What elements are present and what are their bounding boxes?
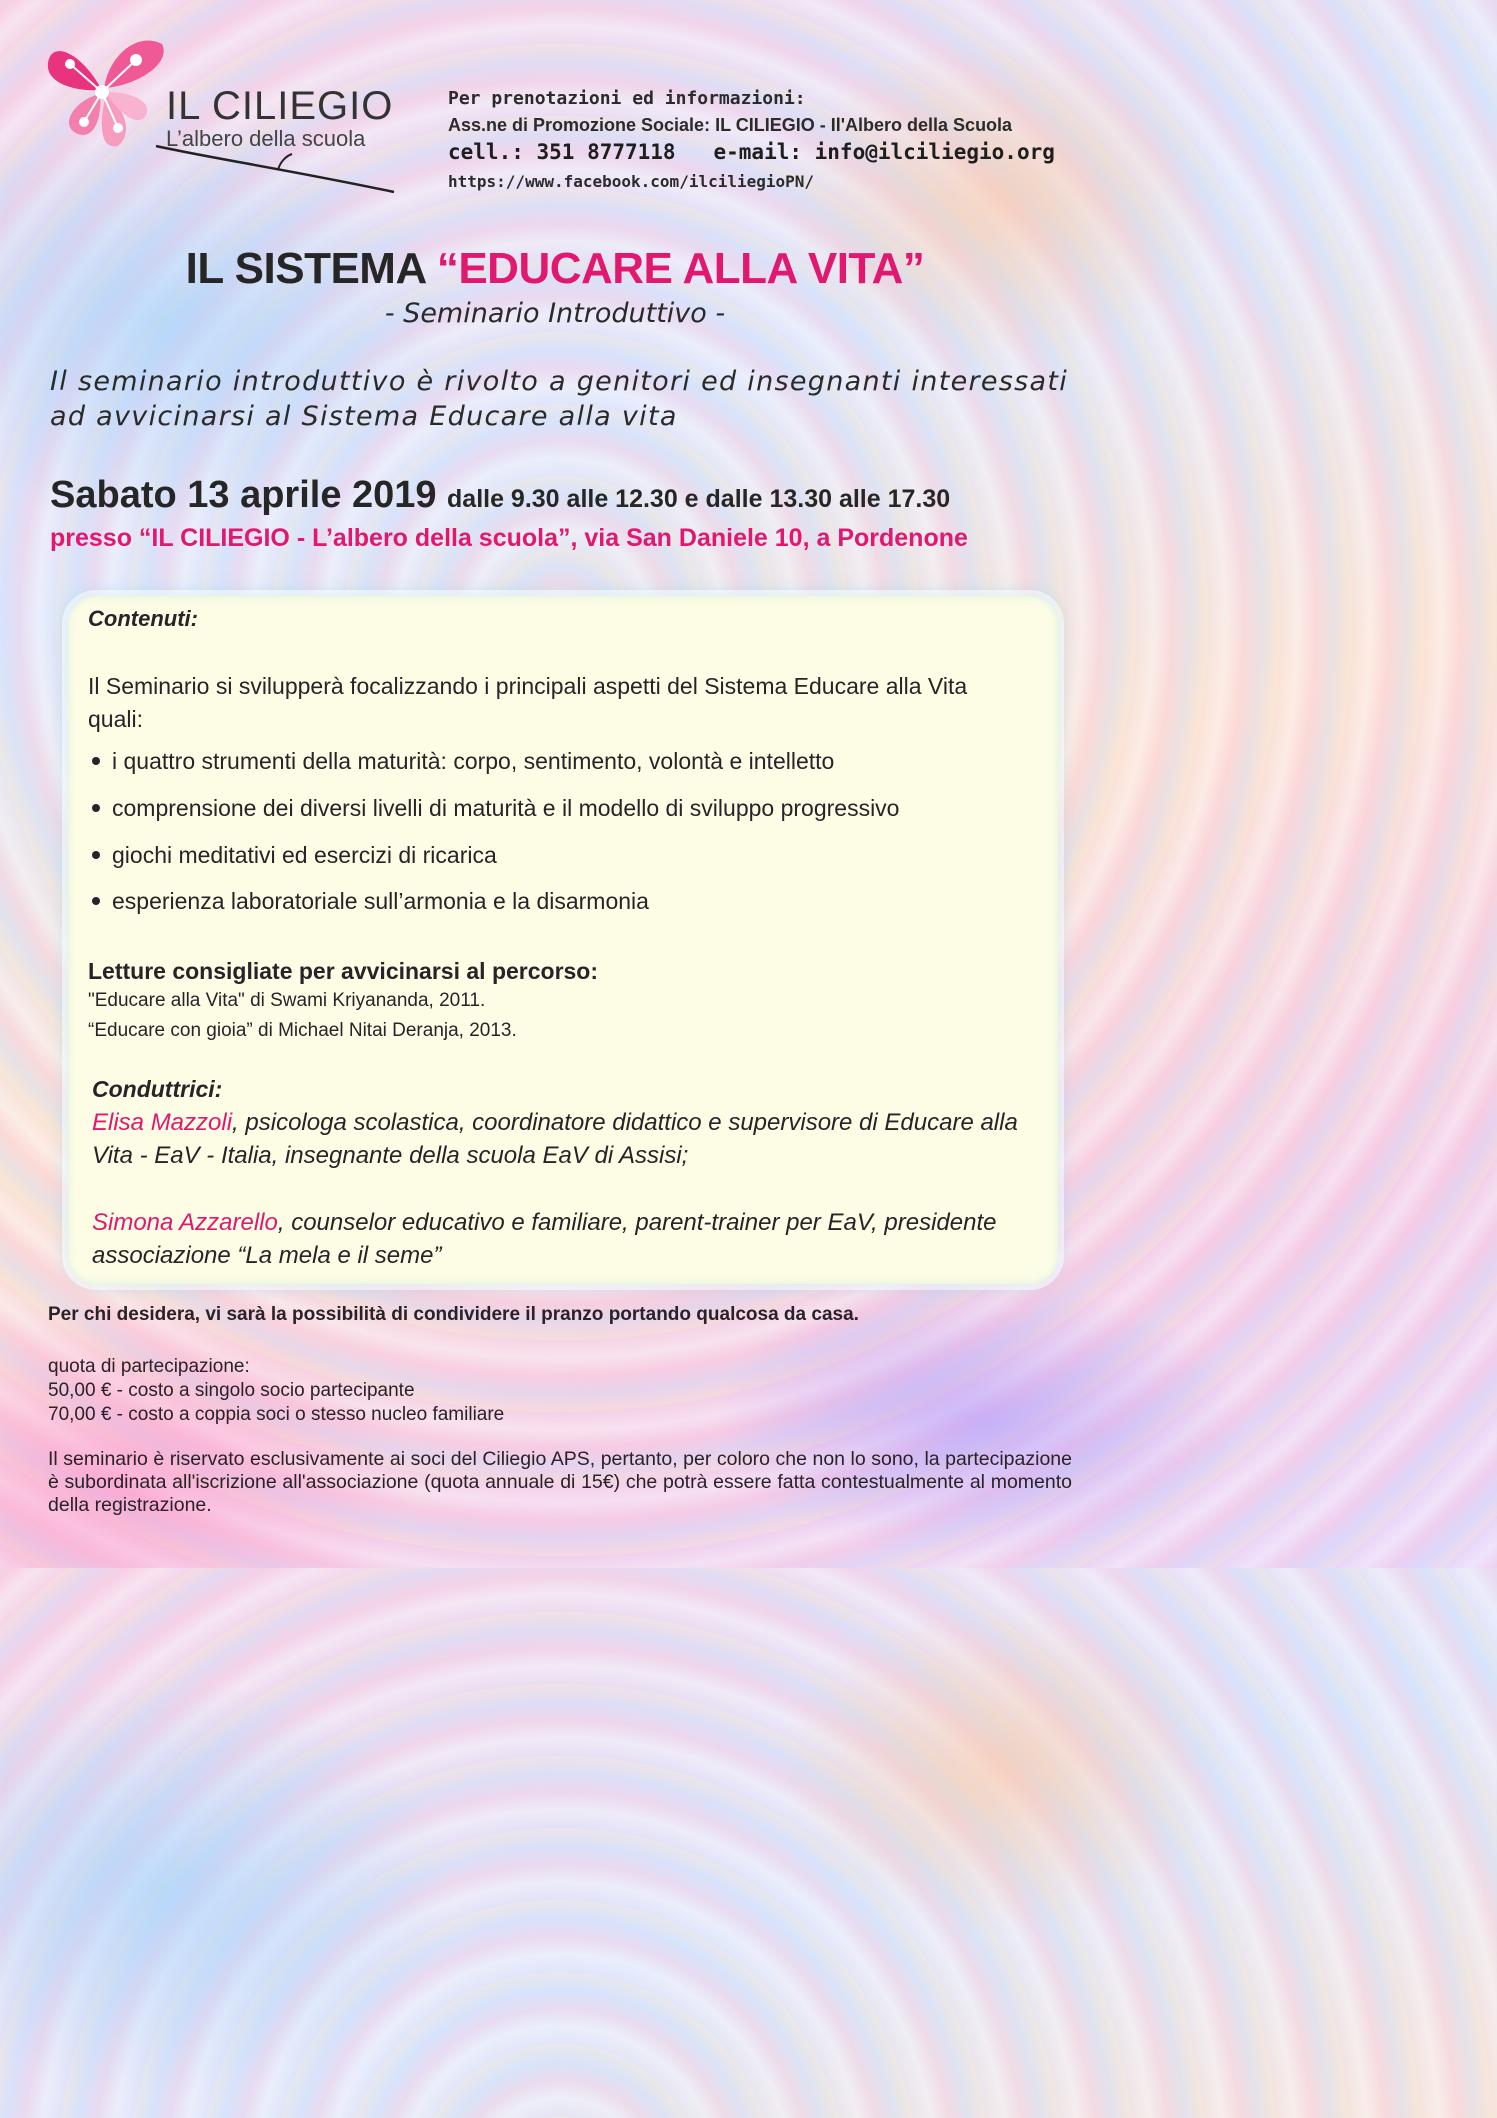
leaders-heading: Conduttrici: bbox=[92, 1076, 223, 1102]
fee-single: 50,00 € - costo a singolo socio partecipante bbox=[48, 1380, 415, 1401]
logo-subtitle: L’albero della scuola bbox=[166, 126, 366, 151]
fee-couple: 70,00 € - costo a coppia soci o stesso nucleo familiare bbox=[48, 1404, 505, 1425]
contact-association: Ass.ne di Promozione Sociale: IL CILIEGIO - Il'Albero della Scuola bbox=[448, 115, 1013, 135]
title-pink-part: “EDUCARE ALLA VITA” bbox=[436, 244, 925, 293]
page-subtitle: - Seminario Introduttivo - bbox=[384, 298, 726, 329]
branch-line-icon bbox=[150, 140, 400, 200]
leader-description: , psicologa scolastica, coordinatore didattico e supervisore di Educare alla Vita - EaV - Italia, insegnante della scuola EaV di Assisi; bbox=[92, 1109, 1018, 1169]
title-black-part: IL SISTEMA bbox=[185, 244, 437, 293]
intro-paragraph: Il seminario introduttivo è rivolto a genitori ed insegnanti interessati ad avvicinarsi al Sistema Educare alla vita bbox=[50, 366, 1069, 432]
bullet-icon bbox=[92, 897, 100, 905]
list-item bbox=[92, 748, 834, 775]
list-item-text: esperienza laboratoriale sull’armonia e la disarmonia bbox=[112, 888, 649, 914]
logo-title: IL CILIEGIO bbox=[166, 84, 394, 128]
contents-intro: Il Seminario si svilupperà focalizzando i principali aspetti del Sistema Educare alla Vita quali: bbox=[88, 673, 968, 732]
bullet-icon bbox=[92, 757, 100, 765]
contents-heading: Contenuti: bbox=[88, 606, 198, 631]
leader-name: Elisa Mazzoli bbox=[92, 1109, 233, 1136]
leader-entry bbox=[92, 1206, 1022, 1272]
bullet-icon bbox=[92, 804, 100, 812]
reading-item: “Educare con gioia” di Michael Nitai Deranja, 2013. bbox=[88, 1020, 517, 1041]
list-item bbox=[92, 795, 899, 822]
list-item-text: i quattro strumenti della maturità: corpo, sentimento, volontà e intelletto bbox=[112, 748, 835, 774]
event-times: dalle 9.30 alle 12.30 e dalle 13.30 alle 17.30 bbox=[447, 485, 951, 513]
readings-heading: Letture consigliate per avvicinarsi al percorso: bbox=[88, 958, 599, 984]
reading-item: "Educare alla Vita" di Swami Kriyananda, 2011. bbox=[88, 990, 486, 1011]
contact-facebook-link[interactable]: https://www.facebook.com/ilciliegioPN/ bbox=[448, 172, 815, 191]
leader-entry bbox=[92, 1106, 1022, 1172]
lunch-note: Per chi desidera, vi sarà la possibilità di condividere il pranzo portando qualcosa da casa. bbox=[48, 1304, 859, 1325]
fees-heading: quota di partecipazione: bbox=[48, 1356, 250, 1377]
contact-heading: Per prenotazioni ed informazioni: bbox=[448, 88, 806, 109]
disclaimer-paragraph: Il seminario è riservato esclusivamente ai soci del Ciliegio APS, pertanto, per coloro che non lo sono, la partecipazione è subordinata all'iscrizione all'associazione (quota annuale di 15€) che potrà essere fatta contestualmente al momento della registrazione. bbox=[48, 1448, 1072, 1516]
list-item-text: giochi meditativi ed esercizi di ricarica bbox=[112, 842, 497, 868]
bullet-icon bbox=[92, 851, 100, 859]
leader-description: , counselor educativo e familiare, parent-trainer per EaV, presidente associazione “La mela e il seme” bbox=[92, 1209, 997, 1269]
list-item bbox=[92, 888, 649, 915]
contact-phone-email: cell.: 351 8777118 e-mail: info@ilciliegio.org bbox=[448, 140, 1055, 164]
event-date-line bbox=[50, 474, 950, 517]
leader-name: Simona Azzarello bbox=[92, 1209, 278, 1236]
list-item bbox=[92, 842, 497, 869]
event-location: presso “IL CILIEGIO - L’albero della scuola”, via San Daniele 10, a Pordenone bbox=[50, 524, 968, 552]
event-date: Sabato 13 aprile 2019 bbox=[50, 474, 437, 516]
list-item-text: comprensione dei diversi livelli di maturità e il modello di sviluppo progressivo bbox=[112, 795, 900, 821]
page-title bbox=[0, 244, 1110, 294]
